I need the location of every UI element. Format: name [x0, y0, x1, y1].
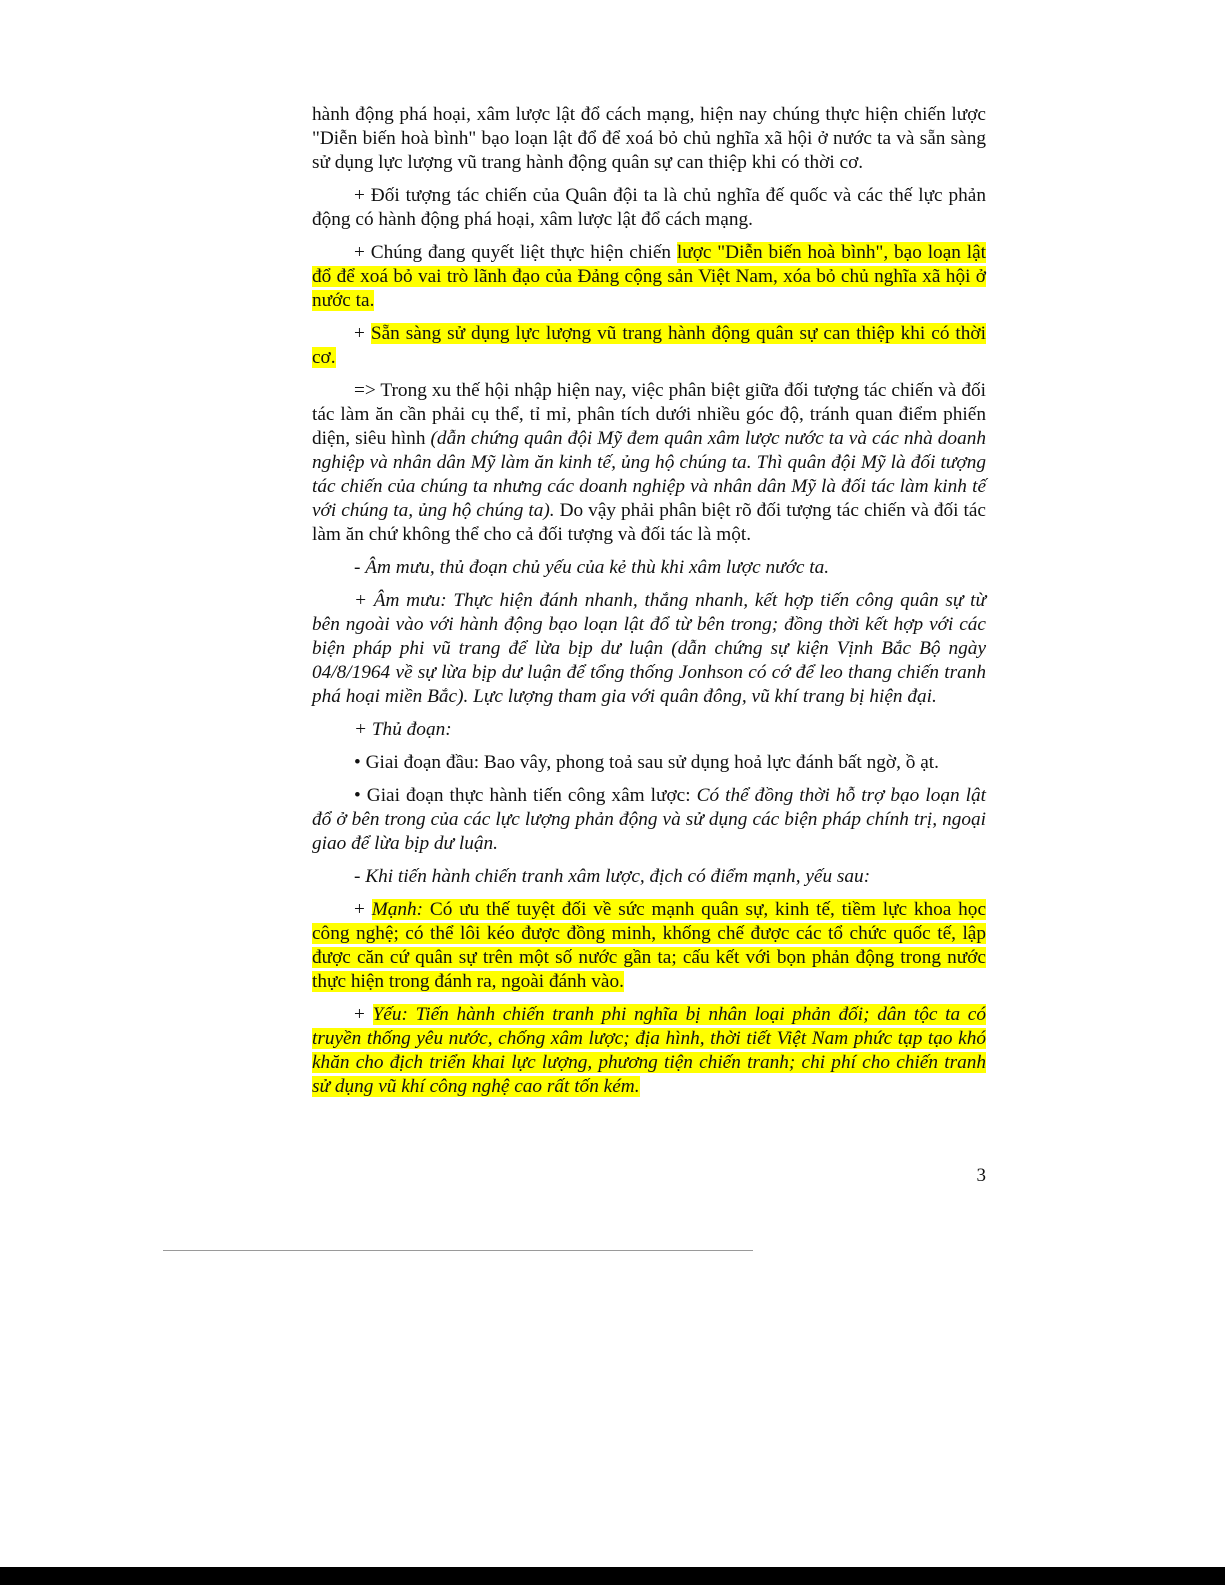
paragraph-1: hành động phá hoại, xâm lược lật đổ cách mạng, hiện nay chúng thực hiện chiến lược "Diễn biến hoà bình" bạo loạn lật đổ để xoá bỏ chủ nghĩa xã hội ở nước ta và sẵn sàng sử dụng lực lượng vũ trang hành động quân sự can thiệp khi có thời cơ. [312, 104, 986, 173]
paragraph-12-label: Mạnh: [371, 899, 424, 920]
paragraph-5-italic: (dẫn chứng quân đội Mỹ đem quân xâm lược nước ta và các nhà doanh nghiệp và nhân dân Mỹ làm ăn kinh tế, ủng hộ chúng ta. Thì quân đội Mỹ là đối tượng tác chiến của chúng ta nhưng các doanh nghiệp và nhân dân Mỹ là đối tác làm kinh tế với chúng ta, ủng hộ chúng ta). [312, 428, 986, 521]
paragraph-4-highlight: Sẵn sàng sử dụng lực lượng vũ trang hành động quân sự can thiệp khi có thời cơ. [312, 323, 986, 368]
paragraph-12-highlight: Có ưu thế tuyệt đối về sức mạnh quân sự, kinh tế, tiềm lực khoa học công nghệ; có thể lôi kéo được đồng minh, khống chế được các tổ chức quốc tế, lập được căn cứ quân sự trên một số nước gần ta; cấu kết với bọn phản động trong nước thực hiện trong đánh ra, ngoài đánh vào. [312, 899, 987, 992]
paragraph-5-text-start: => Trong xu thế hội nhập hiện nay, việc phân biệt giữa đối tượng tác chiến và đối tác làm ăn cần phải cụ thể, tỉ mỉ, phân tích dưới nhiều góc độ, tránh quan điểm phiến diện, siêu hình [312, 380, 986, 449]
footer-divider [163, 1250, 753, 1251]
paragraph-7 [312, 589, 986, 709]
paragraph-4-text: + [354, 323, 371, 344]
paragraph-3 [312, 241, 986, 313]
page-number: 3 [976, 1165, 986, 1186]
paragraph-12 [312, 898, 986, 994]
paragraph-11 [312, 865, 986, 889]
paragraph-4 [312, 322, 986, 370]
paragraph-12-text: + [354, 899, 372, 920]
paragraph-5 [312, 379, 986, 547]
paragraph-3-text: + Chúng đang quyết liệt thực hiện chiến [354, 242, 677, 263]
paragraph-10 [312, 784, 986, 856]
paragraph-2: + Đối tượng tác chiến của Quân đội ta là chủ nghĩa đế quốc và các thế lực phản động có hành động phá hoại, xâm lược lật đổ cách mạng. [312, 185, 986, 230]
paragraph-6 [312, 556, 986, 580]
bottom-edge-bar [0, 1567, 1225, 1585]
paragraph-10-italic: Có thể đồng thời hỗ trợ bạo loạn lật đổ ở bên trong của các lực lượng phản động và sử dụng các biện pháp chính trị, ngoại giao để lừa bịp dư luận. [312, 785, 986, 854]
paragraph-9: • Giai đoạn đầu: Bao vây, phong toả sau sử dụng hoả lực đánh bất ngờ, ồ ạt. [354, 752, 939, 773]
paragraph-8 [312, 718, 986, 742]
paragraph-11-italic: - Khi tiến hành chiến tranh xâm lược, địch có điểm mạnh, yếu sau: [354, 866, 871, 887]
paragraph-8-italic: + Thủ đoạn: [354, 719, 452, 740]
paragraph-3-highlight: lược "Diễn biến hoà bình", bạo loạn lật đổ để xoá bỏ vai trò lãnh đạo của Đảng cộng sản Việt Nam, xóa bỏ chủ nghĩa xã hội ở nước ta. [312, 242, 986, 311]
paragraph-13-highlight: Yếu: Tiến hành chiến tranh phi nghĩa bị nhân loại phản đối; dân tộc ta có truyền thống yêu nước, chống xâm lược; địa hình, thời tiết Việt Nam phức tạp tạo khó khăn cho địch triển khai lực lượng, phương tiện chiến tranh; chi phí cho chiến tranh sử dụng vũ khí công nghệ cao rất tốn kém. [312, 1004, 986, 1097]
paragraph-10-text: • Giai đoạn thực hành tiến công xâm lược: [354, 785, 697, 806]
paragraph-5-text-end: Do vậy phải phân biệt rõ đối tượng tác chiến và đối tác làm ăn chứ không thể cho cả đối tượng và đối tác là một. [312, 500, 986, 545]
paragraph-6-italic: - Âm mưu, thủ đoạn chủ yếu của kẻ thù khi xâm lược nước ta. [354, 557, 830, 578]
paragraph-13 [312, 1003, 986, 1099]
document-body [312, 103, 986, 1108]
paragraph-13-text: + [354, 1004, 373, 1025]
paragraph-7-italic: + Âm mưu: Thực hiện đánh nhanh, thắng nhanh, kết hợp tiến công quân sự từ bên ngoài vào với hành động bạo loạn lật đổ từ bên trong; đồng thời kết hợp với các biện pháp phi vũ trang để lừa bịp dư luận (dẫn chứng sự kiện Vịnh Bắc Bộ ngày 04/8/1964 về sự lừa bịp dư luận để tổng thống Jonhson có cớ để leo thang chiến tranh phá hoại miền Bắc). Lực lượng tham gia với quân đông, vũ khí trang bị hiện đại. [312, 590, 986, 707]
